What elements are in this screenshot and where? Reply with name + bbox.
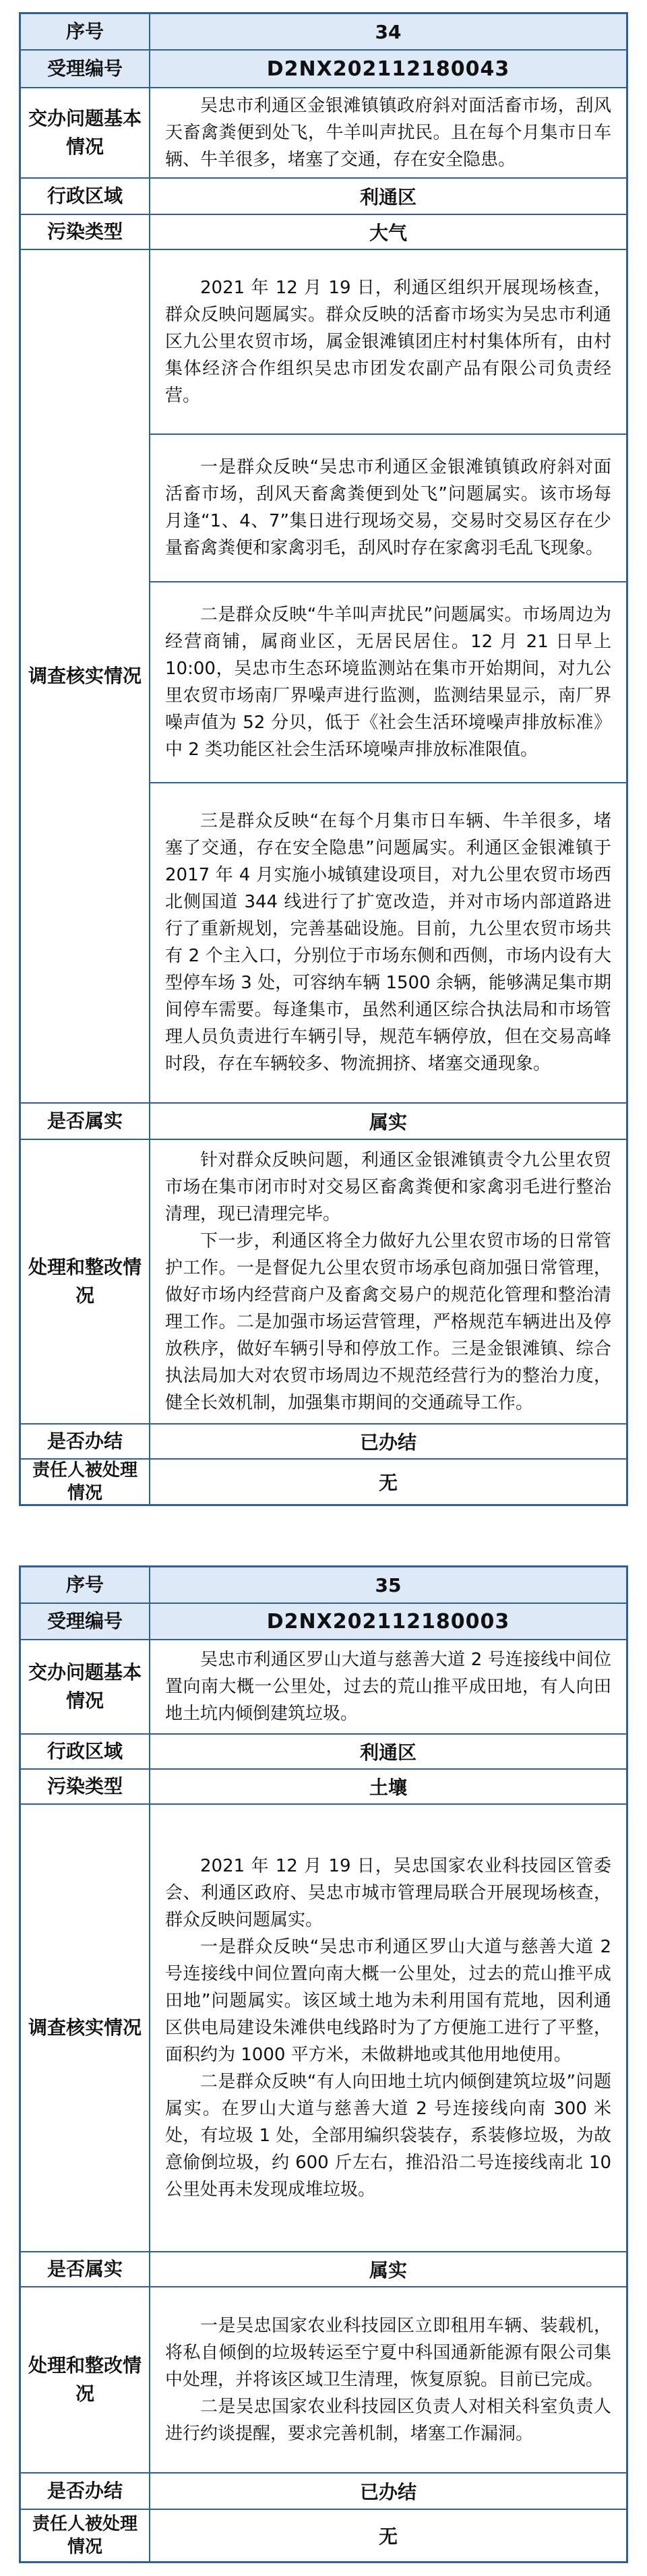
row-issue-basic (21, 87, 626, 177)
row-investigation (21, 1803, 626, 2251)
label-handling: 处理和整改情况 (21, 1140, 150, 1423)
row-pollution-type (21, 214, 626, 249)
handling-text: 针对群众反映问题，利通区金银滩镇责令九公里农贸市场在集市闭市时对交易区畜禽粪便和家禽羽毛进行整治清理，现已清理完毕。 (165, 1150, 611, 1224)
value-handling (150, 2287, 626, 2472)
handling-text: 一是吴忠国家农业科技园区立即租用车辆、装载机，将私自倾倒的垃圾转运至宁夏中科国通新能源有限公司集中处理，并将该区域卫生清理，恢复原貌。目前已完成。 (165, 2316, 611, 2390)
label-is-true: 是否属实 (21, 2252, 150, 2286)
label-responsible: 责任人被处理情况 (21, 1460, 150, 1504)
row-pollution-type (21, 1768, 626, 1803)
investigation-text: 2021 年 12 月 19 日，利通区组织开展现场核查，群众反映问题属实。群众反映的活畜市场实为吴忠市利通区九公里农贸市场，属金银滩镇团庄村村集体所有，由村集体经济合作组织吴忠市团发农副产品有限公司负责经营。 (165, 277, 611, 406)
row-admin-region (21, 177, 626, 214)
value-is-true: 属实 (369, 1111, 407, 1133)
value-handling (150, 1140, 626, 1423)
investigation-paragraph (150, 250, 626, 433)
investigation-text: 三是群众反映“在每个月集市日车辆、牛羊很多，堵塞了交通，存在安全隐患”问题属实。利通区金银滩镇于 2017 年 4 月实施小城镇建设项目，对九公里农贸市场西北侧国道 344 线进行了扩宽改造，并对市场内部道路进行了重新规划，完善基础设施。目前，九公里农贸市场共有 2 个主入口，分别位于市场东侧和西侧，市场内设有大型停车场 3 处，可容纳车辆 1500 余辆，能够满足集市期间停车需要。每逢集市，虽然利通区综合执法局和市场管理人员负责进行车辆引导，规范车辆停放，但在交易高峰时段，存在车辆较多、物流拥挤、堵塞交通现象。 (165, 811, 611, 1075)
investigation-text: 二是群众反映“有人向田地土坑内倾倒建筑垃圾”问题属实。在罗山大道与慈善大道 2 号连接线向南 300 米处，有垃圾 1 处，全部用编织袋装存，系装修垃圾，为故意偷倒垃圾，约 600 斤左右，推沿沿二号连接线南北 10 公里处再未发现成堆垃圾。 (165, 2072, 611, 2200)
row-seq (21, 14, 626, 49)
row-responsible (21, 2509, 626, 2561)
investigation-text: 2021 年 12 月 19 日，吴忠国家农业科技园区管委会、利通区政府、吴忠市城市管理局联合开展现场核查，群众反映问题属实。 (165, 1856, 611, 1930)
value-responsible: 无 (378, 2525, 398, 2548)
value-pollution-type: 大气 (369, 222, 407, 244)
issue-basic-text: 吴忠市利通区金银滩镇镇政府斜对面活畜市场，刮风天畜禽粪便到处飞，牛羊叫声扰民。且在每个月集市日车辆、牛羊很多，堵塞了交通，存在安全隐患。 (165, 96, 611, 170)
row-seq (21, 1567, 626, 1602)
value-admin-region: 利通区 (359, 1741, 417, 1764)
label-admin-region: 行政区域 (21, 179, 150, 214)
label-is-true: 是否属实 (21, 1104, 150, 1139)
label-responsible: 责任人被处理情况 (21, 2510, 150, 2561)
investigation-paragraph (150, 581, 626, 782)
label-seq: 序号 (21, 1567, 150, 1602)
case-card-34 (19, 12, 628, 1506)
label-is-done: 是否办结 (21, 1425, 150, 1458)
value-issue-basic (150, 1640, 626, 1733)
card-separator (0, 1506, 647, 1565)
investigation-text: 一是群众反映“吴忠市利通区金银滩镇镇政府斜对面活畜市场，刮风天畜禽粪便到处飞”问题属实。该市场每月逢“1、4、7”集日进行现场交易，交易时交易区存在少量畜禽粪便和家禽羽毛，刮风时存在家禽羽毛乱飞现象。 (165, 457, 611, 559)
row-handling (21, 1139, 626, 1423)
row-responsible (21, 1458, 626, 1504)
row-is-true (21, 2251, 626, 2286)
label-seq: 序号 (21, 14, 150, 49)
row-is-true (21, 1102, 626, 1139)
investigation-text: 一是群众反映“吴忠市利通区罗山大道与慈善大道 2 号连接线中间位置向南大概一公里处，过去的荒山推平成田地”问题属实。该区域土地为未利用国有荒地，因利通区供电局建设朱滩供电线路时为了方便施工进行了平整，面积约为 1000 平方米，未做耕地或其他用地使用。 (165, 1937, 611, 2065)
label-investigation: 调查核实情况 (21, 1805, 150, 2251)
investigation-paragraph (150, 433, 626, 582)
value-issue-basic (150, 88, 626, 177)
value-is-done: 已办结 (359, 2481, 417, 2503)
label-acceptance-no: 受理编号 (21, 1604, 150, 1639)
row-is-done (21, 2472, 626, 2509)
case-card-35 (19, 1565, 628, 2563)
label-pollution-type: 污染类型 (21, 1770, 150, 1803)
investigation-paragraph (150, 782, 626, 1102)
value-seq: 35 (375, 1574, 402, 1596)
value-is-true: 属实 (369, 2259, 407, 2281)
value-acceptance-no: D2NX202112180003 (266, 1609, 510, 1634)
value-pollution-type: 土壤 (369, 1776, 407, 1799)
value-seq: 34 (375, 20, 402, 43)
label-issue-basic: 交办问题基本情况 (21, 1640, 150, 1733)
value-investigation (150, 250, 626, 1102)
row-investigation (21, 249, 626, 1102)
issue-basic-text: 吴忠市利通区罗山大道与慈善大道 2 号连接线中间位置向南大概一公里处，过去的荒山推平成田地，有人向田地土坑内倾倒建筑垃圾。 (165, 1650, 611, 1724)
label-acceptance-no: 受理编号 (21, 51, 150, 87)
row-acceptance-no (21, 49, 626, 87)
label-is-done: 是否办结 (21, 2474, 150, 2509)
row-is-done (21, 1423, 626, 1458)
label-pollution-type: 污染类型 (21, 215, 150, 249)
label-issue-basic: 交办问题基本情况 (21, 88, 150, 177)
investigation-text: 二是群众反映“牛羊叫声扰民”问题属实。市场周边为经营商铺，属商业区，无居民居住。12 月 21 日早上 10:00，吴忠市生态环境监测站在集市开始期间，对九公里农贸市场南厂界噪声进行监测，监测结果显示，南厂界噪声值为 52 分贝，低于《社会生活环境噪声排放标准》中 2 类功能区社会生活环境噪声排放标准限值。 (165, 604, 611, 760)
value-admin-region: 利通区 (359, 186, 417, 208)
value-acceptance-no: D2NX202112180043 (266, 57, 510, 81)
handling-text: 二是吴忠国家农业科技园区负责人对相关科室负责人进行约谈提醒，要求完善机制，堵塞工作漏洞。 (165, 2397, 611, 2444)
label-handling: 处理和整改情况 (21, 2287, 150, 2472)
row-admin-region (21, 1733, 626, 1768)
label-investigation: 调查核实情况 (21, 250, 150, 1102)
value-is-done: 已办结 (359, 1431, 417, 1454)
row-issue-basic (21, 1639, 626, 1733)
row-acceptance-no (21, 1602, 626, 1639)
value-investigation (150, 1805, 626, 2251)
handling-text: 下一步，利通区将全力做好九公里农贸市场的日常管护工作。一是督促九公里农贸市场承包商加强日常管理，做好市场内经营商户及畜禽交易户的规范化管理和整治清理工作。二是加强市场运营管理，严格规范车辆进出及停放秩序，做好车辆引导和停放工作。三是金银滩镇、综合执法局加大对农贸市场周边不规范经营行为的整治力度，健全长效机制，加强集市期间的交通疏导工作。 (165, 1231, 611, 1413)
label-admin-region: 行政区域 (21, 1735, 150, 1768)
row-handling (21, 2286, 626, 2472)
value-responsible: 无 (378, 1472, 398, 1494)
